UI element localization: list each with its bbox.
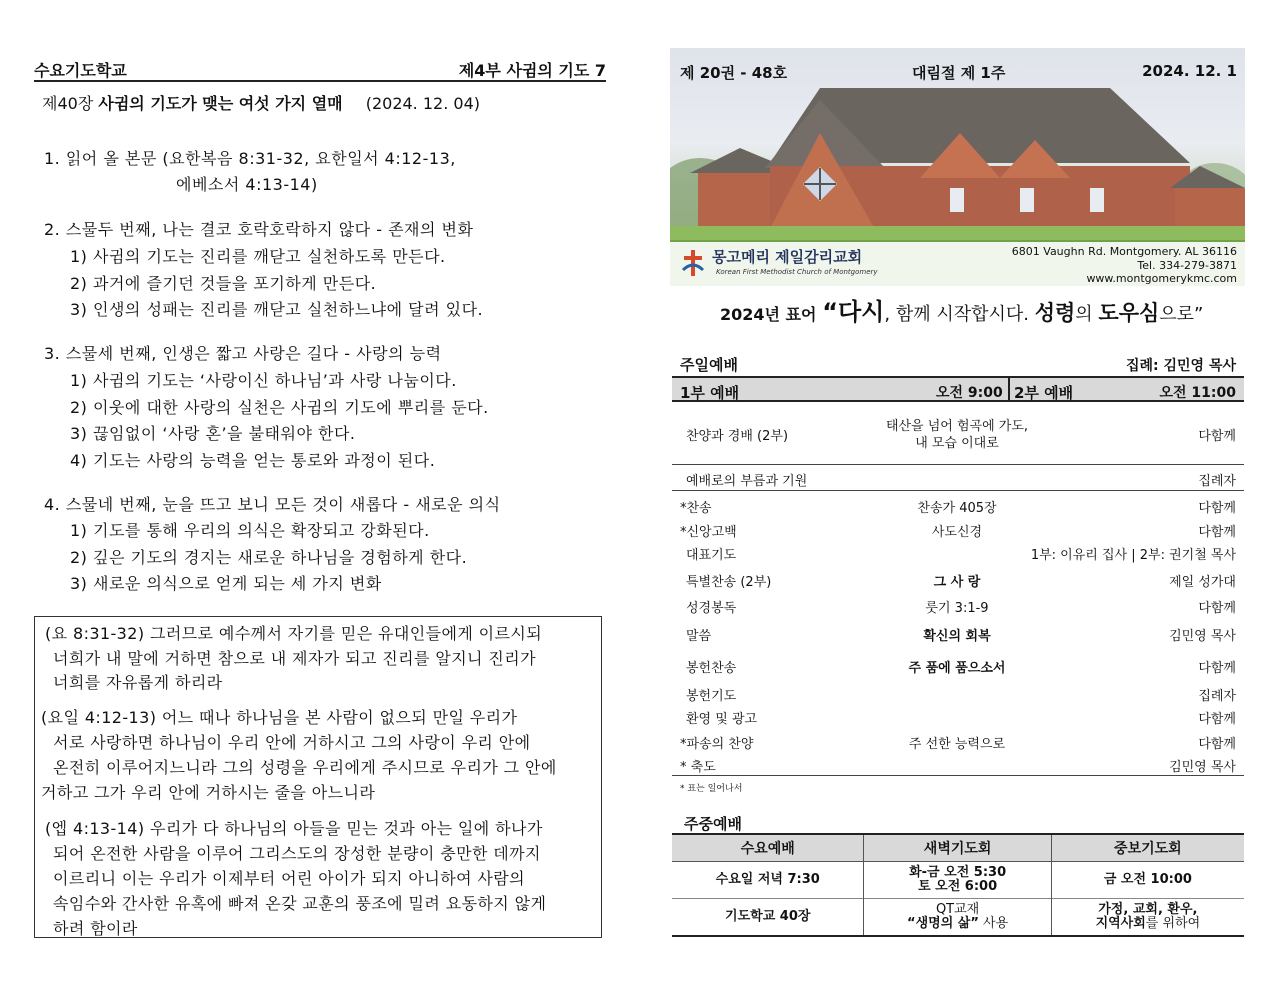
intercession-topics <box>1051 898 1244 935</box>
motto-text: 의 <box>1075 304 1093 325</box>
order-leader: 다함께 <box>1198 429 1236 444</box>
order-leader: 집례자 <box>1198 474 1236 489</box>
bulletin-date: 2024. 12. 1 <box>1142 62 1237 80</box>
wednesday-time: 수요일 저녁 7:30 <box>672 861 864 898</box>
school-title: 수요기도학교 <box>34 61 127 80</box>
volume-number: 제 20권 - 48호 <box>680 64 788 82</box>
part-title: 제4부 사귐의 기도 7 <box>458 61 606 80</box>
order-leader: 1부: 이유리 집사 | 2부: 권기철 목사 <box>1030 548 1236 563</box>
order-item: 대표기도 <box>686 548 737 563</box>
order-leader: 다함께 <box>1198 712 1236 727</box>
order-detail: 주 선한 능력으로 <box>908 737 1006 752</box>
order-leader: 김민영 목사 <box>1169 760 1236 775</box>
order-detail: 룻기 3:1-9 <box>925 601 989 616</box>
service-2-label: 2부 예배 <box>1014 384 1074 402</box>
church-phone: Tel. 334-279-3871 <box>1137 259 1237 272</box>
section-2-item: 2) 과거에 즐기던 것들을 포기하게 만든다. <box>70 274 377 293</box>
scripture-line: 속임수와 간사한 유혹에 빠져 온갖 교훈의 풍조에 밀려 요동하지 않게 <box>53 894 547 913</box>
annual-motto <box>720 292 1203 327</box>
chapter-title <box>42 91 480 114</box>
order-detail: 사도신경 <box>931 525 983 540</box>
qt-usage: 사용 <box>978 915 1009 931</box>
reading-heading-cont: 에베소서 4:13-14) <box>176 175 318 194</box>
service-1-label: 1부 예배 <box>680 384 740 402</box>
scripture-line: 온전히 이루어지느니라 그의 성령을 우리에게 주시므로 우리가 그 안에 <box>53 758 557 777</box>
scripture-line: 서로 사랑하면 하나님이 우리 안에 거하시고 그의 사랑이 우리 안에 <box>53 733 531 752</box>
scripture-line: 이르리니 이는 우리가 이제부터 어린 아이가 되지 아니하여 사람의 <box>53 869 525 888</box>
intercession-suffix: 를 위하여 <box>1145 915 1201 931</box>
intercession-time: 금 오전 10:00 <box>1051 861 1244 898</box>
reading-heading: 1. 읽어 올 본문 (요한복음 8:31-32, 요한일서 4:12-13, <box>44 149 456 168</box>
order-leader: 다함께 <box>1198 525 1236 540</box>
service-times-bar <box>672 376 1244 402</box>
qt-material <box>864 898 1051 935</box>
section-2-item: 3) 인생의 성패는 진리를 깨닫고 실천하느냐에 달려 있다. <box>70 300 484 319</box>
section-2-item: 1) 사귐의 기도는 진리를 깨닫고 실천하도록 만든다. <box>70 247 446 266</box>
church-name: 몽고메리 제일감리교회 <box>712 248 863 266</box>
presider: 집례: 김민영 목사 <box>1125 358 1236 374</box>
order-leader: 김민영 목사 <box>1169 629 1236 644</box>
church-logo-icon <box>680 248 706 278</box>
wednesday-header: 수요예배 <box>672 835 864 861</box>
order-divider <box>672 490 1244 491</box>
order-leader: 제일 성가대 <box>1169 575 1236 590</box>
section-3-item: 1) 사귐의 기도는 ‘사랑이신 하나님’과 사랑 나눔이다. <box>70 371 457 390</box>
chapter-date: (2024. 12. 04) <box>365 94 480 113</box>
motto-prefix: 2024년 표어 <box>720 305 817 324</box>
section-4-item: 3) 새로운 의식으로 얻게 되는 세 가지 변화 <box>70 574 382 593</box>
order-detail: 그 사 랑 <box>933 575 981 590</box>
order-item: 특별찬송 (2부) <box>686 575 772 590</box>
order-item: 말씀 <box>686 629 712 644</box>
sunday-worship-title: 주일예배 <box>680 356 738 374</box>
scripture-line: 되어 온전한 사람을 이루어 그리스도의 장성한 분량이 충만한 데까지 <box>53 844 541 863</box>
section-3-item: 4) 기도는 사랑의 능력을 얻는 통로와 과정이 된다. <box>70 451 436 470</box>
service-2-time: 오전 11:00 <box>1159 385 1236 401</box>
order-detail: 찬송가 405장 <box>917 501 997 516</box>
church-address: 6801 Vaughn Rd. Montgomery. AL 36116 <box>1011 245 1237 258</box>
weekday-schedule-table <box>672 833 1244 937</box>
order-item: 예배로의 부름과 기원 <box>686 474 808 489</box>
section-4-heading: 4. 스물네 번째, 눈을 뜨고 보니 모든 것이 새롭다 - 새로운 의식 <box>44 495 501 514</box>
order-item: 봉헌기도 <box>686 689 737 704</box>
dawn-prayer-header: 새벽기도회 <box>864 835 1051 861</box>
banner-info-row <box>670 48 1245 88</box>
left-page-header <box>34 56 606 82</box>
scripture-line: 너희가 내 말에 거하면 참으로 내 제자가 되고 진리를 알지니 진리가 <box>53 649 536 668</box>
order-item: *신앙고백 <box>680 525 737 540</box>
intercession-topic: 가정, 교회, 환우, <box>1098 901 1198 917</box>
order-detail: 태산을 넘어 험곡에 가도, <box>885 419 1029 434</box>
section-3-item: 2) 이웃에 대한 사랑의 실천은 사귐의 기도에 뿌리를 둔다. <box>70 398 489 417</box>
scripture-line: (요 8:31-32) 그러므로 예수께서 자기를 믿은 유대인들에게 이르시되 <box>45 624 543 643</box>
church-website[interactable]: www.montgomerykmc.com <box>1086 272 1237 285</box>
order-item: *찬송 <box>680 501 712 516</box>
motto-word: 도우심 <box>1098 301 1160 325</box>
order-divider <box>672 464 1244 465</box>
scripture-line: 거하고 그가 우리 안에 거하시는 줄을 아느니라 <box>41 783 376 802</box>
banner-footer <box>670 242 1245 286</box>
order-item: * 축도 <box>680 760 716 775</box>
standing-note: * 표는 일어나서 <box>680 784 743 794</box>
scripture-line: (엡 4:13-14) 우리가 다 하나님의 아들을 믿는 것과 아는 일에 하나가 <box>45 819 543 838</box>
order-detail: 내 모습 이대로 <box>915 436 999 451</box>
chapter-name: 사귐의 기도가 맺는 여섯 가지 열매 <box>98 94 343 113</box>
qt-book: “생명의 삶” <box>907 915 979 931</box>
order-item: 봉헌찬송 <box>686 661 737 676</box>
church-name-english: Korean First Methodist Church of Montgomery <box>716 268 878 276</box>
scripture-box <box>34 616 602 938</box>
motto-text: 으로” <box>1159 304 1204 325</box>
weekday-worship-title: 주중예배 <box>684 815 742 833</box>
section-3-item: 3) 끊임없이 ‘사랑 혼’을 불태워야 한다. <box>70 424 356 443</box>
qt-label: QT교재 <box>935 901 980 917</box>
order-item: 환영 및 광고 <box>686 712 758 727</box>
season-week: 대림절 제 1주 <box>912 64 1006 82</box>
intercession-header: 중보기도회 <box>1051 835 1244 861</box>
order-item: 성경봉독 <box>686 601 737 616</box>
section-4-item: 2) 깊은 기도의 경지는 새로운 하나님을 경험하게 한다. <box>70 548 468 567</box>
order-leader: 다함께 <box>1198 737 1236 752</box>
order-divider <box>672 775 1244 776</box>
motto-word: 다시 <box>838 298 885 326</box>
order-detail: 주 품에 품으소서 <box>908 661 1006 676</box>
scripture-line: 하려 함이라 <box>53 919 138 938</box>
dawn-saturday-time: 토 오전 6:00 <box>918 878 998 894</box>
service-1-time: 오전 9:00 <box>936 385 1003 401</box>
service-divider <box>1008 378 1010 400</box>
order-leader: 다함께 <box>1198 501 1236 516</box>
order-leader: 다함께 <box>1198 601 1236 616</box>
section-4-item: 1) 기도를 통해 우리의 의식은 확장되고 강화된다. <box>70 521 430 540</box>
prayer-school-chapter: 기도학교 40장 <box>672 898 864 935</box>
scripture-line: (요일 4:12-13) 어느 때나 하나님을 본 사람이 없으되 만일 우리가 <box>41 708 518 727</box>
bulletin-banner <box>670 48 1245 286</box>
dawn-prayer-time <box>864 861 1051 898</box>
scripture-line: 너희를 자유롭게 하리라 <box>53 673 223 692</box>
motto-text: , 함께 시작합시다. <box>884 304 1029 325</box>
order-leader: 다함께 <box>1198 661 1236 676</box>
order-item: *파송의 찬양 <box>680 737 754 752</box>
chapter-number: 제40장 <box>42 94 94 113</box>
motto-quote: “ <box>822 298 838 326</box>
section-2-heading: 2. 스물두 번째, 나는 결코 호락호락하지 않다 - 존재의 변화 <box>44 220 474 239</box>
order-leader: 집례자 <box>1198 689 1236 704</box>
intercession-topic: 지역사회 <box>1095 915 1146 931</box>
sermon-title: 확신의 회복 <box>923 629 991 644</box>
motto-word: 성령 <box>1034 301 1076 325</box>
order-item: 찬양과 경배 (2부) <box>686 429 789 444</box>
section-3-heading: 3. 스물세 번째, 인생은 짧고 사랑은 길다 - 사랑의 능력 <box>44 344 442 363</box>
dawn-weekday-time: 화-금 오전 5:30 <box>909 864 1007 880</box>
